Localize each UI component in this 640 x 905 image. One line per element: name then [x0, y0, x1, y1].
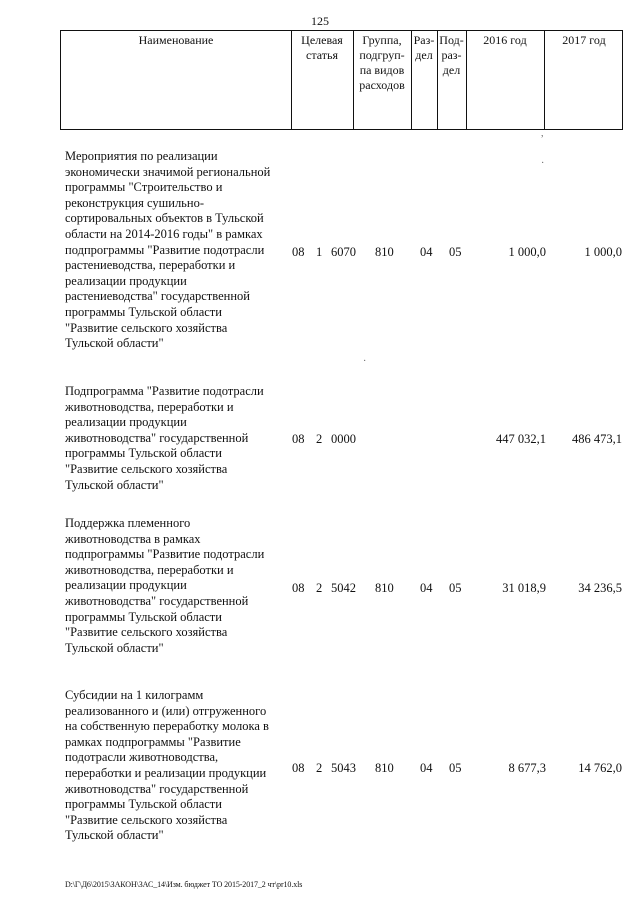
row-line: "Развитие сельского хозяйства: [65, 812, 228, 827]
table-header: [60, 30, 623, 130]
expense-group: 810: [375, 581, 394, 595]
value-2016: 447 032,1: [496, 432, 546, 446]
value-2017: 1 000,0: [584, 245, 622, 259]
row-line: на собственную переработку молока в: [65, 719, 269, 734]
header-year-2017: 2017 год: [562, 33, 606, 47]
row-line: сортировальных объектов в Тульской: [65, 211, 264, 226]
row-line: животноводства в рамках: [65, 531, 201, 546]
header-group-line3: па видов: [359, 63, 405, 77]
row-line: экономически значимой региональной: [65, 164, 271, 179]
row-name: [65, 149, 287, 352]
row-name: [65, 688, 287, 844]
expense-group: 810: [375, 245, 394, 259]
row-line: "Развитие сельского хозяйства: [65, 625, 228, 640]
row-line: животноводства, переработки и: [65, 562, 234, 577]
section: 04: [420, 761, 433, 775]
header-year-2016: 2016 год: [483, 33, 527, 47]
row-line: области на 2014-2016 годы" в рамках: [65, 226, 263, 241]
code-b: 2: [316, 432, 323, 446]
header-subsection: [437, 33, 466, 78]
row-line: "Развитие сельского хозяйства: [65, 461, 228, 476]
row-line: животноводства, переработки и: [65, 399, 234, 414]
header-section-line2: дел: [415, 48, 433, 62]
row-line: реконструкция сушильно-: [65, 195, 204, 210]
footer-file-path: D:\Г\Д6\2015\ЗАКОН\ЗАС_14\Изм. бюджет ТО 2015-2017_2 чт\pr10.xls: [65, 880, 303, 889]
subsection: 05: [449, 245, 462, 259]
row-line: Тульской области": [65, 640, 164, 655]
code-c: 5043: [331, 761, 356, 775]
row-line: программы Тульской области: [65, 446, 222, 461]
header-section: [411, 33, 437, 63]
row-line: растениеводства" государственной: [65, 289, 250, 304]
row-line: рамках подпрограммы "Развитие: [65, 734, 241, 749]
row-line: Тульской области": [65, 336, 164, 351]
row-line: растениеводства, переработки и: [65, 258, 236, 273]
row-name: [65, 384, 287, 493]
header-group-line4: расходов: [359, 78, 405, 92]
row-line: реализованного и (или) отгруженного: [65, 703, 267, 718]
row-line: программы Тульской области: [65, 304, 222, 319]
section: 04: [420, 581, 433, 595]
header-name: Наименование: [138, 33, 214, 47]
header-expense-group: [353, 33, 411, 93]
scan-mark: ·: [541, 158, 545, 169]
row-name: [65, 516, 287, 656]
value-2017: 486 473,1: [572, 432, 622, 446]
value-2016: 8 677,3: [508, 761, 546, 775]
code-b: 2: [316, 761, 323, 775]
value-2017: 14 762,0: [578, 761, 622, 775]
scan-mark: ·: [363, 356, 367, 367]
row-line: животноводства" государственной: [65, 781, 249, 796]
row-line: животноводства" государственной: [65, 593, 249, 608]
expense-group: 810: [375, 761, 394, 775]
page-number: 125: [311, 14, 329, 28]
row-line: животноводства" государственной: [65, 430, 249, 445]
header-target-line2: статья: [306, 48, 338, 62]
header-group-line1: Группа,: [362, 33, 402, 47]
row-line: реализации продукции: [65, 415, 187, 430]
value-2017: 34 236,5: [578, 581, 622, 595]
code-c: 5042: [331, 581, 356, 595]
row-line: подотрасли животноводства,: [65, 750, 219, 765]
section: 04: [420, 245, 433, 259]
value-2016: 1 000,0: [508, 245, 546, 259]
header-subsection-line1: Под-: [439, 33, 464, 47]
subsection: 05: [449, 761, 462, 775]
row-line: переработки и реализации продукции: [65, 765, 267, 780]
code-a: 08: [292, 761, 305, 775]
code-c: 6070: [331, 245, 356, 259]
row-line: подпрограммы "Развитие подотрасли: [65, 547, 265, 562]
code-b: 1: [316, 245, 323, 259]
code-a: 08: [292, 245, 305, 259]
code-c: 0000: [331, 432, 356, 446]
row-line: реализации продукции: [65, 578, 187, 593]
row-line: реализации продукции: [65, 273, 187, 288]
header-group-line2: подгруп-: [359, 48, 405, 62]
code-a: 08: [292, 581, 305, 595]
header-section-line1: Раз-: [413, 33, 435, 47]
row-line: программы "Строительство и: [65, 180, 223, 195]
code-b: 2: [316, 581, 323, 595]
row-line: Тульской области": [65, 477, 164, 492]
row-line: "Развитие сельского хозяйства: [65, 320, 228, 335]
row-line: подпрограммы "Развитие подотрасли: [65, 242, 265, 257]
row-line: программы Тульской области: [65, 797, 222, 812]
scan-mark: ,: [541, 128, 544, 139]
row-line: Тульской области": [65, 828, 164, 843]
row-line: программы Тульской области: [65, 609, 222, 624]
subsection: 05: [449, 581, 462, 595]
value-2016: 31 018,9: [502, 581, 546, 595]
header-target-line1: Целевая: [301, 33, 343, 47]
header-subsection-line3: дел: [442, 63, 461, 77]
code-a: 08: [292, 432, 305, 446]
header-target-article: [291, 33, 353, 63]
row-line: Мероприятия по реализации: [65, 149, 218, 163]
header-subsection-line2: раз-: [441, 48, 462, 62]
row-line: Субсидии на 1 килограмм: [65, 688, 204, 702]
row-line: Поддержка племенного: [65, 516, 191, 530]
row-line: Подпрограмма "Развитие подотрасли: [65, 384, 264, 398]
